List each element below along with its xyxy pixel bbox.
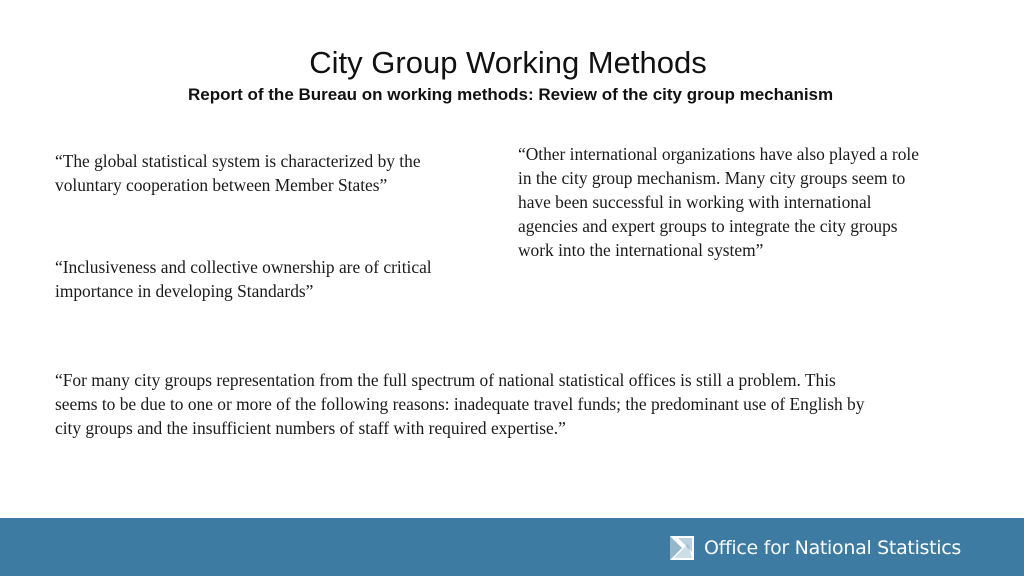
ons-logo-text: [704, 537, 961, 559]
quote-global-statistical-system: “The global statistical system is characterized by the voluntary cooperation between Member States”: [55, 151, 421, 195]
ons-logo-icon: [668, 534, 696, 562]
slide-title: City Group Working Methods: [309, 45, 707, 80]
footer-bar: [0, 518, 1024, 576]
slide-subtitle: Report of the Bureau on working methods: Review of the city group mechanism: [188, 85, 834, 104]
ons-logo-prefix: Office for: [704, 537, 795, 559]
quote-representation-problem: “For many city groups representation from the full spectrum of national statistical offices is still a problem. This seems to be due to one or more of the following reasons: inadequate travel funds; the predominant use of English by city groups and the insufficient numbers of staff with required expertise.”: [55, 370, 865, 438]
ons-logo: [668, 534, 961, 562]
quote-international-organizations: “Other international organizations have also played a role in the city group mechanism. Many city groups seem to have been successful in working with international agencies and expert groups to integrate the city groups work into the international system”: [518, 144, 919, 260]
quote-inclusiveness: “Inclusiveness and collective ownership are of critical importance in developing Standards”: [55, 257, 432, 301]
ons-logo-emphasis: National Statistics: [794, 537, 962, 559]
